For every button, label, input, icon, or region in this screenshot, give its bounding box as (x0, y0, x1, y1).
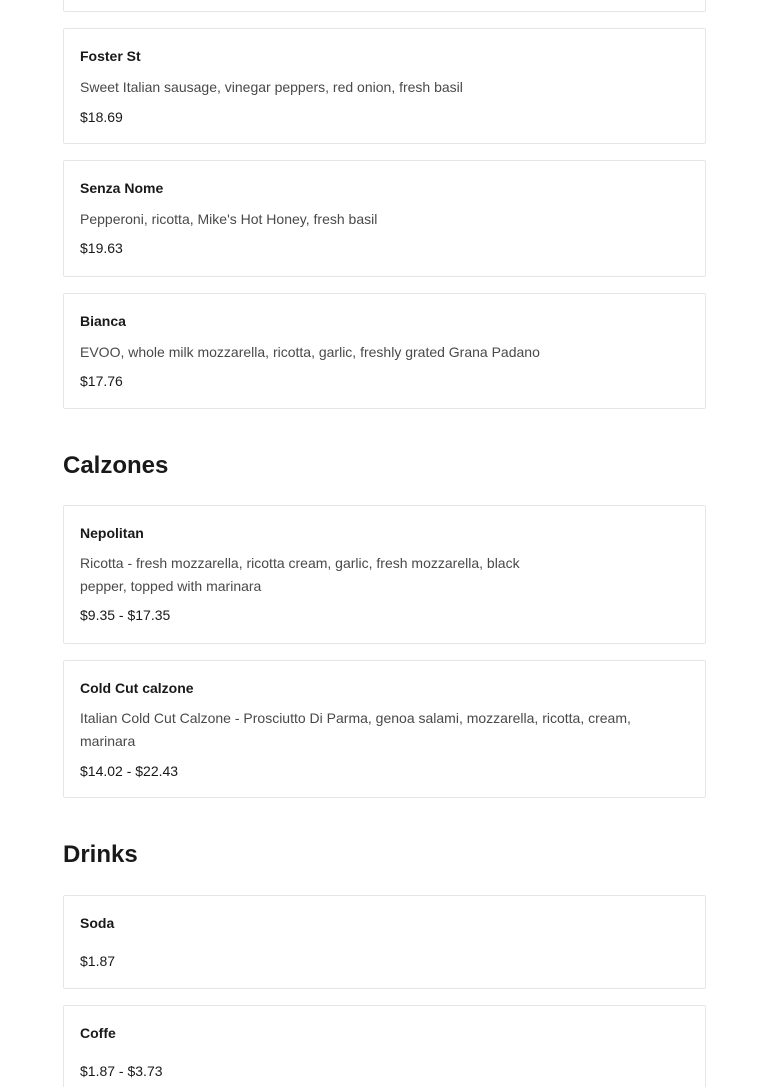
menu-item-card[interactable] (63, 28, 706, 144)
item-name: Coffe (80, 1025, 116, 1041)
item-description: Pepperoni, ricotta, Mike's Hot Honey, fresh basil (80, 211, 378, 227)
section-title-calzones: Calzones (63, 452, 169, 479)
item-name: Cold Cut calzone (80, 680, 194, 696)
item-price: $19.63 (80, 240, 123, 256)
item-description: EVOO, whole milk mozzarella, ricotta, garlic, freshly grated Grana Padano (80, 344, 540, 360)
item-name: Foster St (80, 48, 141, 64)
menu-item-card[interactable] (63, 895, 706, 989)
menu-item-card-partial[interactable] (63, 0, 706, 12)
menu-item-card[interactable] (63, 160, 706, 277)
item-price: $14.02 - $22.43 (80, 763, 179, 779)
section-title-drinks: Drinks (63, 841, 138, 868)
item-price: $18.69 (80, 109, 123, 125)
item-name: Soda (80, 915, 115, 931)
item-name: Nepolitan (80, 525, 144, 541)
item-name: Senza Nome (80, 180, 164, 196)
menu-item-card[interactable] (63, 1005, 706, 1087)
item-name: Bianca (80, 313, 126, 329)
item-description: Ricotta - fresh mozzarella, ricotta cream, garlic, fresh mozzarella, black pepper, topped with marinara (80, 555, 520, 594)
item-price: $1.87 - $3.73 (80, 1063, 163, 1079)
item-description: Sweet Italian sausage, vinegar peppers, red onion, fresh basil (80, 79, 463, 95)
item-price: $9.35 - $17.35 (80, 607, 171, 623)
item-price: $1.87 (80, 953, 116, 969)
menu-item-card[interactable] (63, 660, 706, 798)
menu-item-card[interactable] (63, 505, 706, 644)
menu-item-card[interactable] (63, 293, 706, 409)
item-description: Italian Cold Cut Calzone - Prosciutto Di Parma, genoa salami, mozzarella, ricotta, cream, marinara (80, 710, 631, 749)
item-price: $17.76 (80, 373, 123, 389)
